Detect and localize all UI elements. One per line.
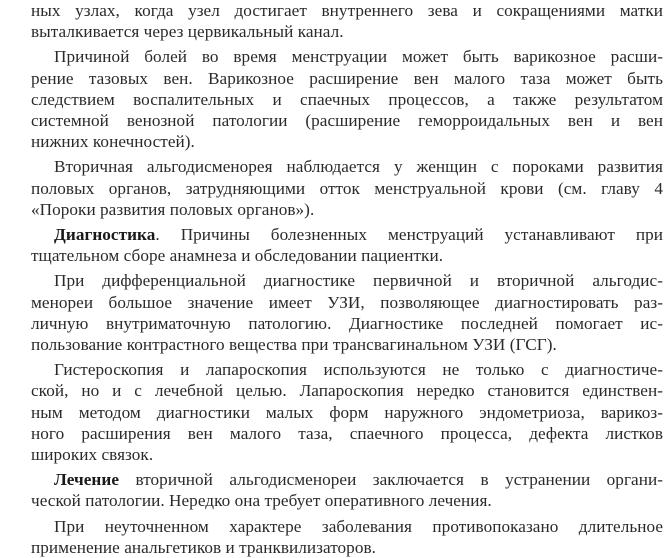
paragraph-continuation <box>8 0 663 42</box>
paragraph-varicose-causes <box>8 46 663 152</box>
text-line: нижних конечностей). <box>31 132 195 152</box>
text-line: личную внутриматочную патологию. Диагностике последней помогает ис- <box>31 313 663 333</box>
text-line: Гистероскопия и лапароскопия используются не только с диагностиче- <box>54 360 663 380</box>
text-line: менореи большое значение имеет УЗИ, позволяющее диагностировать раз- <box>31 292 663 312</box>
section-heading-diagnostics: Диагностика <box>54 225 156 245</box>
text-line: ных узлах, когда узел достигает внутреннего зева и сокращениями матки <box>31 1 663 20</box>
text-line: следствием воспалительных и спаечных процессов, а также результатом <box>31 89 663 109</box>
text-line: Вторичная альгодисменорея наблюдается у женщин с пороками развития <box>54 157 663 177</box>
text-line <box>8 224 663 245</box>
text-line: половых органов, затрудняющими отток менструальной крови (см. главу 4 <box>31 178 663 198</box>
text-line: При неуточненном характере заболевания противопоказано длительное <box>54 516 663 536</box>
text-line <box>8 469 663 490</box>
paragraph-secondary-algodysmenorrhea <box>8 156 663 220</box>
text-line: широких связок. <box>31 445 154 465</box>
text-line: ческой патологии. Нередко она требует оперативного лечения. <box>31 491 492 511</box>
text-line: выталкивается через цервикальный канал. <box>31 22 344 42</box>
text-line: «Пороки развития половых органов»). <box>31 199 315 219</box>
text-line: ным методом диагностики малых форм наружного эндометриоза, варикоз- <box>31 402 663 422</box>
text-line: ской, но и с лечебной целью. Лапароскопия нередко становится единствен- <box>31 381 663 401</box>
text-line: тщательном сборе анамнеза и обследовании пациентки. <box>31 246 444 266</box>
paragraph-diagnostics <box>8 224 663 266</box>
text-line: Причиной болей во время менструации может быть варикозное расши- <box>54 47 663 67</box>
text-line: При дифференциальной диагностике первичной и вторичной альгодис- <box>54 271 663 291</box>
paragraph-contraindication <box>8 516 663 558</box>
paragraph-treatment <box>8 469 663 511</box>
text-fragment: . Причины болезненных менструаций устанавливают при <box>155 225 663 245</box>
text-line: применение анальгетиков и транквилизаторов. <box>31 537 376 557</box>
text-line: ного расширения вен малого таза, спаечного процесса, дефекта листков <box>31 423 663 443</box>
paragraph-differential-diagnostics <box>8 270 663 355</box>
text-fragment: вторичной альгодисменореи заключается в устранении органи- <box>119 470 663 490</box>
paragraph-hysteroscopy <box>8 359 663 465</box>
text-line: рение тазовых вен. Варикозное расширение вен малого таза может быть <box>31 68 663 88</box>
section-heading-treatment: Лечение <box>54 470 119 490</box>
text-line: системной венозной патологии (расширение геморроидальных вен и вен <box>31 111 663 131</box>
document-page <box>8 0 663 558</box>
text-line: пользование контрастного вещества при трансвагинальном УЗИ (ГСГ). <box>31 335 557 355</box>
